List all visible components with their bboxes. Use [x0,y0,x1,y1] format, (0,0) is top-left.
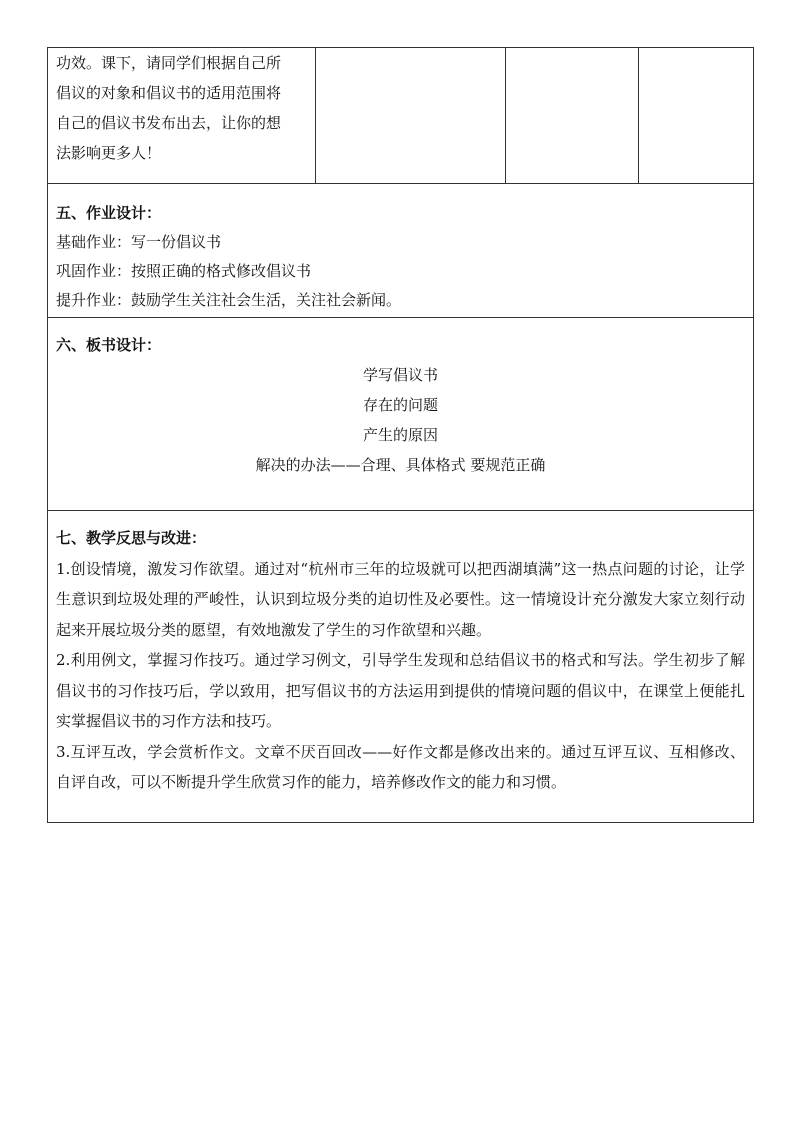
homework-item: 基础作业：写一份倡议书 [56,233,222,251]
board-line: 解决的办法——合理、具体格式 要规范正确 [255,456,546,474]
homework-row [48,184,754,318]
board-title: 六、板书设计： [56,336,162,354]
empty-cell [506,48,639,184]
continuation-line: 法影响更多人！ [56,144,162,162]
reflection-row [48,511,754,823]
empty-cell [639,48,754,184]
homework-title: 五、作业设计： [56,204,162,222]
homework-item: 提升作业：鼓励学生关注社会生活，关注社会新闻。 [56,291,402,309]
continuation-line: 功效。课下，请同学们根据自己所 [56,54,282,72]
board-cell [48,318,754,511]
continuation-row [48,48,754,184]
board-row [48,318,754,511]
lesson-plan-table [47,47,754,823]
reflection-title: 七、教学反思与改进： [56,529,207,547]
continuation-line: 自己的倡议书发布出去，让你的想 [56,114,282,132]
reflection-paragraph: 3.互评互改，学会赏析作文。文章不厌百回改——好作文都是修改出来的。通过互评互议、互相修改、自评自改，可以不断提升学生欣赏习作的能力，培养修改作文的能力和习惯。 [56,742,745,791]
board-content [56,360,753,480]
board-line: 学写倡议书 [362,366,438,384]
board-line: 产生的原因 [362,426,438,444]
homework-item: 巩固作业：按照正确的格式修改倡议书 [56,262,312,280]
continuation-cell [48,48,316,184]
homework-cell [48,184,754,318]
empty-cell [316,48,506,184]
reflection-paragraph: 1.创设情境，激发习作欲望。通过对“杭州市三年的垃圾就可以把西湖填满”这一热点问题的讨论，让学生意识到垃圾处理的严峻性，认识到垃圾分类的迫切性及必要性。这一情境设计充分激发大家立刻行动起来开展垃圾分类的愿望，有效地激发了学生的习作欲望和兴趣。 [56,559,745,639]
reflection-paragraph: 2.利用例文，掌握习作技巧。通过学习例文，引导学生发现和总结倡议书的格式和写法。学生初步了解倡议书的习作技巧后，学以致用，把写倡议书的方法运用到提供的情境问题的倡议中，在课堂上便能扎实掌握倡议书的习作方法和技巧。 [56,651,745,730]
reflection-cell [48,511,754,823]
continuation-line: 倡议的对象和倡议书的适用范围将 [56,84,282,102]
board-line: 存在的问题 [362,396,438,414]
